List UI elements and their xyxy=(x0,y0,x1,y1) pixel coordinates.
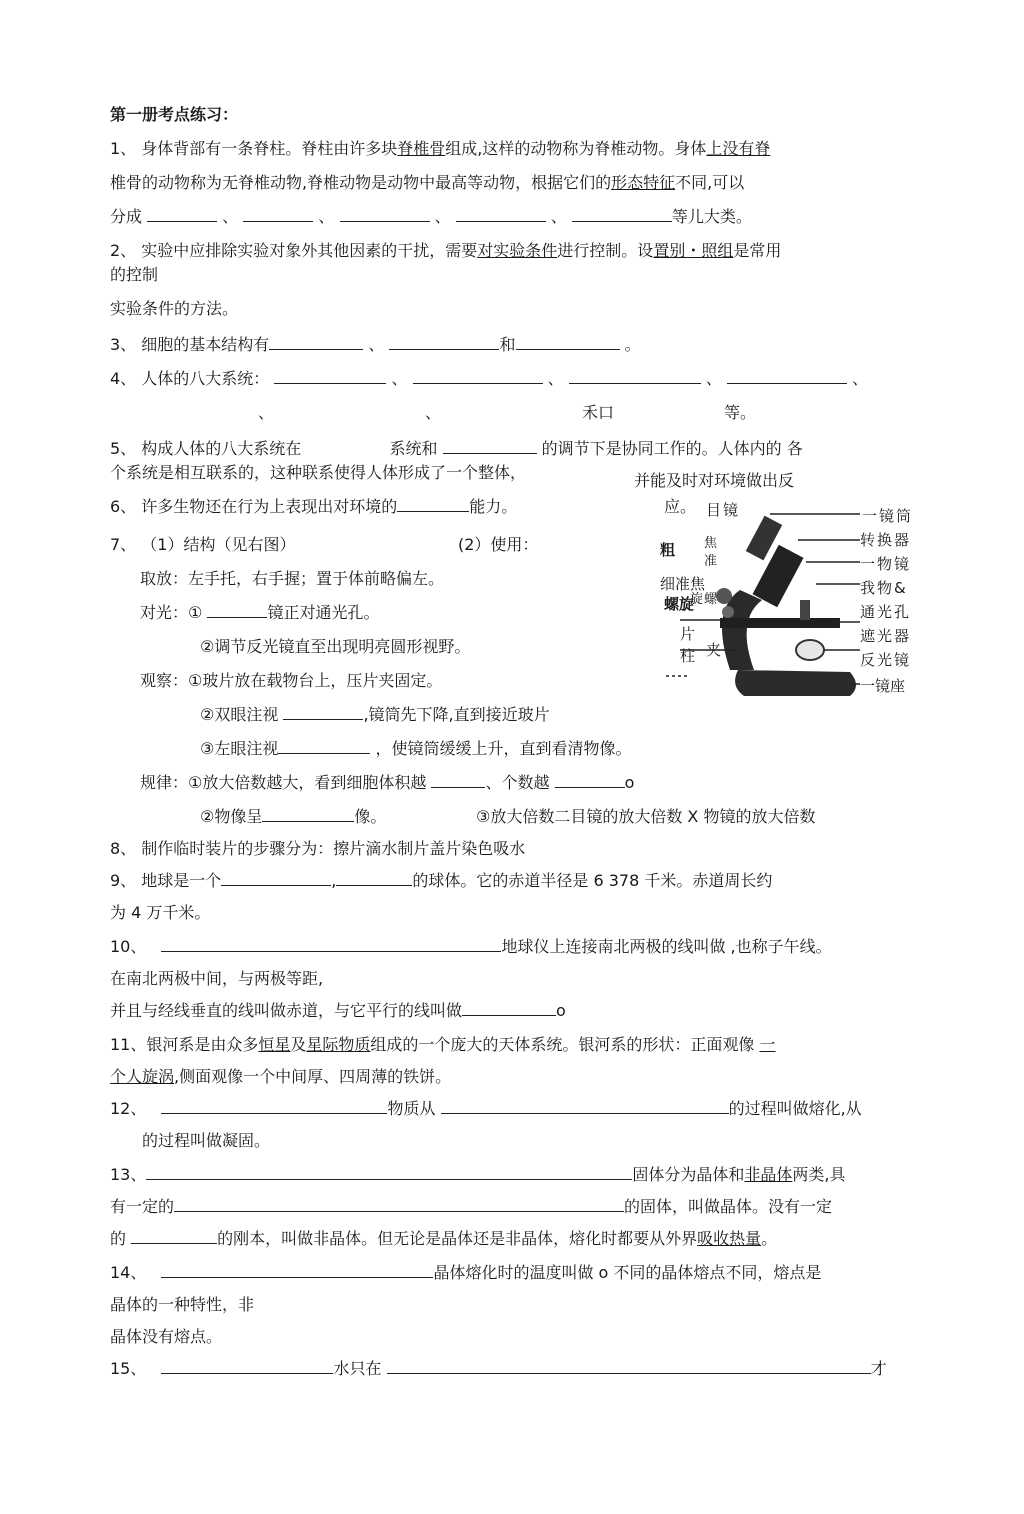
q7-text: ②物像呈 xyxy=(200,807,263,826)
answer-blank[interactable] xyxy=(727,369,847,384)
q12-text: 的过程叫做熔化,从 xyxy=(728,1099,862,1118)
answer-blank[interactable] xyxy=(413,369,543,384)
q6-text: 6、 许多生物还在行为上表现出对环境的 xyxy=(110,497,398,516)
separator: 、 xyxy=(705,369,722,388)
q13-underlined: 吸收热量 xyxy=(697,1229,762,1248)
q13-text: 固体分为晶体和 xyxy=(632,1165,745,1184)
q1-text: 的动物称为无脊椎动物,脊椎动物是动物中最高等动物，根据它们的 xyxy=(142,173,612,192)
q10-text: 并且与经线垂直的线叫做赤道，与它平行的线叫做 xyxy=(110,1001,463,1020)
q7-rule1 xyxy=(140,772,634,794)
q11-line1 xyxy=(110,1034,776,1056)
q11-text: 11、银河系是由众多 xyxy=(110,1035,259,1054)
knob-shape xyxy=(722,606,734,618)
q7-obs1: 观察：①玻片放在载物台上，压片夹固定。 xyxy=(140,671,443,690)
q11-text: 组成的一个庞大的天体系统。银河系的形状：正面观像 xyxy=(370,1035,755,1054)
q13-text: 的固体，叫做晶体。没有一定 xyxy=(624,1197,833,1216)
q9-text: 9、 地球是一个 xyxy=(110,871,222,890)
answer-blank[interactable] xyxy=(207,603,267,618)
answer-blank[interactable] xyxy=(283,705,363,720)
mirror-shape xyxy=(796,640,824,660)
q7-text: 、个数越 xyxy=(485,773,550,792)
q11-text: 及 xyxy=(290,1035,307,1054)
q10-text: o xyxy=(556,1001,566,1020)
q1-text: 组成,这样的动物称为脊椎动物。身体 xyxy=(445,139,707,158)
q12-line2: 的过程叫做凝固。 xyxy=(142,1131,271,1150)
q7-text: 对光：① xyxy=(140,603,203,622)
answer-blank[interactable] xyxy=(221,871,331,886)
q2-underlined: 对实验条件 xyxy=(477,241,558,260)
q10-text: 10、 xyxy=(110,937,147,956)
q9-line2: 为 4 万千米。 xyxy=(110,903,211,922)
q11-underlined: 恒星 xyxy=(258,1035,291,1054)
separator: 、 xyxy=(368,335,385,354)
q7-take: 取放：左手托，右手握；置于体前略偏左。 xyxy=(140,569,445,588)
q13-underlined: 非晶体 xyxy=(744,1165,793,1184)
q11-underlined: 一 xyxy=(759,1035,776,1054)
q7-text: 像。 xyxy=(354,807,387,826)
answer-blank[interactable] xyxy=(269,335,363,350)
q15-text: 15、 xyxy=(110,1359,147,1378)
answer-blank[interactable] xyxy=(441,1099,729,1114)
label-fine-focus: 细准焦 xyxy=(660,575,706,593)
answer-blank[interactable] xyxy=(456,207,546,222)
q1-text: 等儿大类。 xyxy=(671,207,752,226)
answer-blank[interactable] xyxy=(174,1197,624,1212)
q13-text: 的刚本，叫做非晶体。但无论是晶体还是非晶体，熔化时都要从外界 xyxy=(217,1229,698,1248)
q2-text: 2、 实验中应排除实验对象外其他因素的干扰，需要 xyxy=(110,241,478,260)
answer-blank[interactable] xyxy=(146,1165,632,1180)
q4-sep: 、 xyxy=(425,403,442,422)
q3-text: 3、 细胞的基本结构有 xyxy=(110,335,270,354)
q7-obs2 xyxy=(200,704,550,726)
answer-blank[interactable] xyxy=(147,207,217,222)
answer-blank[interactable] xyxy=(161,1263,433,1278)
label-mirror: 反光镜 xyxy=(860,651,912,669)
q1-text: 不同,可以 xyxy=(675,173,745,192)
q3-text: 和 xyxy=(499,335,516,354)
q2-line1 xyxy=(110,240,781,262)
answer-blank[interactable] xyxy=(340,207,430,222)
q1-underlined: 形态特征 xyxy=(611,173,676,192)
label-adjust: 准 xyxy=(704,554,720,569)
q4-text: 等。 xyxy=(724,403,757,422)
q14-line1 xyxy=(110,1262,821,1284)
q1-text: 椎骨 xyxy=(110,173,143,192)
answer-blank[interactable] xyxy=(516,335,620,350)
label-diaphragm: 遮光器 xyxy=(860,627,912,645)
q1-underlined: 上没有脊 xyxy=(706,139,771,158)
q14-line3: 晶体没有熔点。 xyxy=(110,1327,223,1346)
q14-text: 14、 xyxy=(110,1263,147,1282)
q9-line1 xyxy=(110,870,772,892)
q1-line2 xyxy=(110,172,744,194)
q10-line1 xyxy=(110,936,832,958)
q5-line1 xyxy=(110,438,803,460)
q11-text: ,侧面观像一个中间厚、四周薄的铁饼。 xyxy=(174,1067,452,1086)
q2-line3: 实验条件的方法。 xyxy=(110,299,239,318)
label-focus: 焦 xyxy=(704,536,720,551)
q15-text: 水只在 xyxy=(333,1359,382,1378)
q1-text: 分成 xyxy=(110,207,143,226)
q5-line2-cont: 并能及时对环境做出反 xyxy=(634,471,795,490)
answer-blank[interactable] xyxy=(443,439,537,454)
q7-head: 7、 （1）结构（见右图） xyxy=(110,535,296,554)
q14-line2: 晶体的一种特性，非 xyxy=(110,1295,255,1314)
q5-text: 的调节下是协同工作的。人体内的 各 xyxy=(541,439,803,458)
q2-underlined: 置别・照组 xyxy=(653,241,734,260)
q14-text: 晶体熔化时的温度叫做 o 不同的晶体熔点不同，熔点是 xyxy=(433,1263,822,1282)
answer-blank[interactable] xyxy=(431,773,485,788)
q10-line2: 在南北两极中间，与两极等距, xyxy=(110,969,324,988)
separator: 、 xyxy=(547,369,564,388)
label-objective: 一物镜 xyxy=(860,555,912,573)
q5-line2: 个系统是相互联系的，这种联系使得人体形成了一个整体， xyxy=(110,463,527,482)
separator: 、 xyxy=(852,369,869,388)
separator: 、 xyxy=(222,207,239,226)
q4-line1 xyxy=(110,368,868,390)
label-screw: 螺 xyxy=(704,592,720,607)
q4-text: 禾口 xyxy=(582,403,615,422)
objective-shape xyxy=(800,600,810,620)
q1-line1 xyxy=(110,138,770,160)
q15-line1 xyxy=(110,1358,887,1380)
base-shape xyxy=(735,670,856,696)
q7-obs3 xyxy=(200,738,631,760)
q2-text: 是常用 xyxy=(733,241,782,260)
q15-text: 才 xyxy=(870,1359,887,1378)
label-fine-knob: 螺旋 xyxy=(664,595,695,613)
q10-line3 xyxy=(110,1000,566,1022)
answer-blank[interactable] xyxy=(572,207,672,222)
answer-blank[interactable] xyxy=(555,773,625,788)
label-clip-2: 夹 xyxy=(706,641,724,659)
q1-line3 xyxy=(110,206,752,228)
q7-text: o xyxy=(624,773,635,792)
q10-text: 地球仪上连接南北两极的线叫做 ,也称子午线。 xyxy=(501,937,832,956)
q5-text: 5、 构成人体的八大系统在 xyxy=(110,439,302,458)
q13-line2 xyxy=(110,1196,832,1218)
q7-light1 xyxy=(140,602,379,624)
label-clip-1: 片 xyxy=(680,625,698,643)
page-title: 第一册考点练习： xyxy=(110,105,239,124)
label-stage: 我物& xyxy=(860,579,908,597)
q7-rule2 xyxy=(200,806,386,828)
q11-line2 xyxy=(110,1066,451,1088)
q1-underlined: 脊椎骨 xyxy=(397,139,446,158)
q7-light2: ②调节反光镜直至出现明亮圆形视野。 xyxy=(200,637,471,656)
answer-blank[interactable] xyxy=(274,369,386,384)
q8-line: 8、 制作临时装片的步骤分为：擦片滴水制片盖片染色吸水 xyxy=(110,839,526,858)
label-coarse: 粗 xyxy=(660,541,678,559)
answer-blank[interactable] xyxy=(243,207,313,222)
answer-blank[interactable] xyxy=(389,335,499,350)
q6-cont: 应。 xyxy=(664,497,697,516)
q7-text: ,镜筒先下降,直到接近玻片 xyxy=(363,705,550,724)
answer-blank[interactable] xyxy=(161,1099,387,1114)
q7-rule2-magnification: ③放大倍数二目镜的放大倍数 X 物镜的放大倍数 xyxy=(476,807,816,826)
q7-text: ③左眼注视 xyxy=(200,739,279,758)
answer-blank[interactable] xyxy=(336,871,412,886)
q2-line2: 的控制 xyxy=(110,265,159,284)
q13-text: 两类,具 xyxy=(792,1165,846,1184)
q7-head-use: (2）使用： xyxy=(458,535,539,554)
q4-text: 4、 人体的八大系统： xyxy=(110,369,270,388)
label-nosepiece: 转换器 xyxy=(860,531,912,549)
q4-sep: 、 xyxy=(258,403,275,422)
separator: 、 xyxy=(550,207,567,226)
answer-blank[interactable] xyxy=(397,497,469,512)
label-aperture: 通光孔 xyxy=(860,603,912,621)
label-pillar: 柱 xyxy=(680,647,698,665)
q2-text: 进行控制。设 xyxy=(557,241,654,260)
q13-line1 xyxy=(110,1164,846,1186)
label-eyepiece: 目镜 xyxy=(706,501,741,519)
label-tube: 一镜筒 xyxy=(862,507,914,525)
q7-text: 镜正对通光孔。 xyxy=(267,603,380,622)
separator: 、 xyxy=(391,369,408,388)
q5-text: 系统和 xyxy=(389,439,438,458)
q3-text: 。 xyxy=(624,335,641,354)
q12-line1 xyxy=(110,1098,862,1120)
answer-blank[interactable] xyxy=(462,1001,556,1016)
q12-text: 12、 xyxy=(110,1099,147,1118)
answer-blank[interactable] xyxy=(387,1359,871,1374)
answer-blank[interactable] xyxy=(262,807,354,822)
q6-line xyxy=(110,496,517,518)
microscope-figure xyxy=(650,500,940,710)
q7-text: 规律：①放大倍数越大，看到细胞体积越 xyxy=(140,773,427,792)
q9-text: 的球体。它的赤道半径是 6 378 千米。赤道周长约 xyxy=(412,871,773,890)
label-base: 一镜座 xyxy=(860,677,906,695)
q13-text: 。 xyxy=(761,1229,778,1248)
label-knob: 旋 xyxy=(690,592,706,607)
q13-line3 xyxy=(110,1228,777,1250)
stage-shape xyxy=(720,618,840,628)
separator: , xyxy=(331,871,337,890)
q13-text: 的 xyxy=(110,1229,127,1248)
q13-text: 有一定的 xyxy=(110,1197,175,1216)
separator: 、 xyxy=(434,207,451,226)
answer-blank[interactable] xyxy=(131,1229,217,1244)
q13-text: 13、 xyxy=(110,1165,147,1184)
answer-blank[interactable] xyxy=(569,369,701,384)
answer-blank[interactable] xyxy=(161,937,501,952)
q6-text: 能力。 xyxy=(469,497,518,516)
answer-blank[interactable] xyxy=(161,1359,333,1374)
q7-text: ，使镜筒缓缓上升，直到看清物像。 xyxy=(375,739,632,758)
q7-text: ②双眼注视 xyxy=(200,705,279,724)
separator: 、 xyxy=(318,207,335,226)
q11-underlined: 个人旋涡 xyxy=(110,1067,175,1086)
q3-line xyxy=(110,334,641,356)
q11-underlined: 星际物质 xyxy=(306,1035,371,1054)
q12-text: 物质从 xyxy=(387,1099,436,1118)
q1-text: 1、 身体背部有一条脊柱。脊柱由许多块 xyxy=(110,139,398,158)
answer-blank[interactable] xyxy=(278,739,370,754)
